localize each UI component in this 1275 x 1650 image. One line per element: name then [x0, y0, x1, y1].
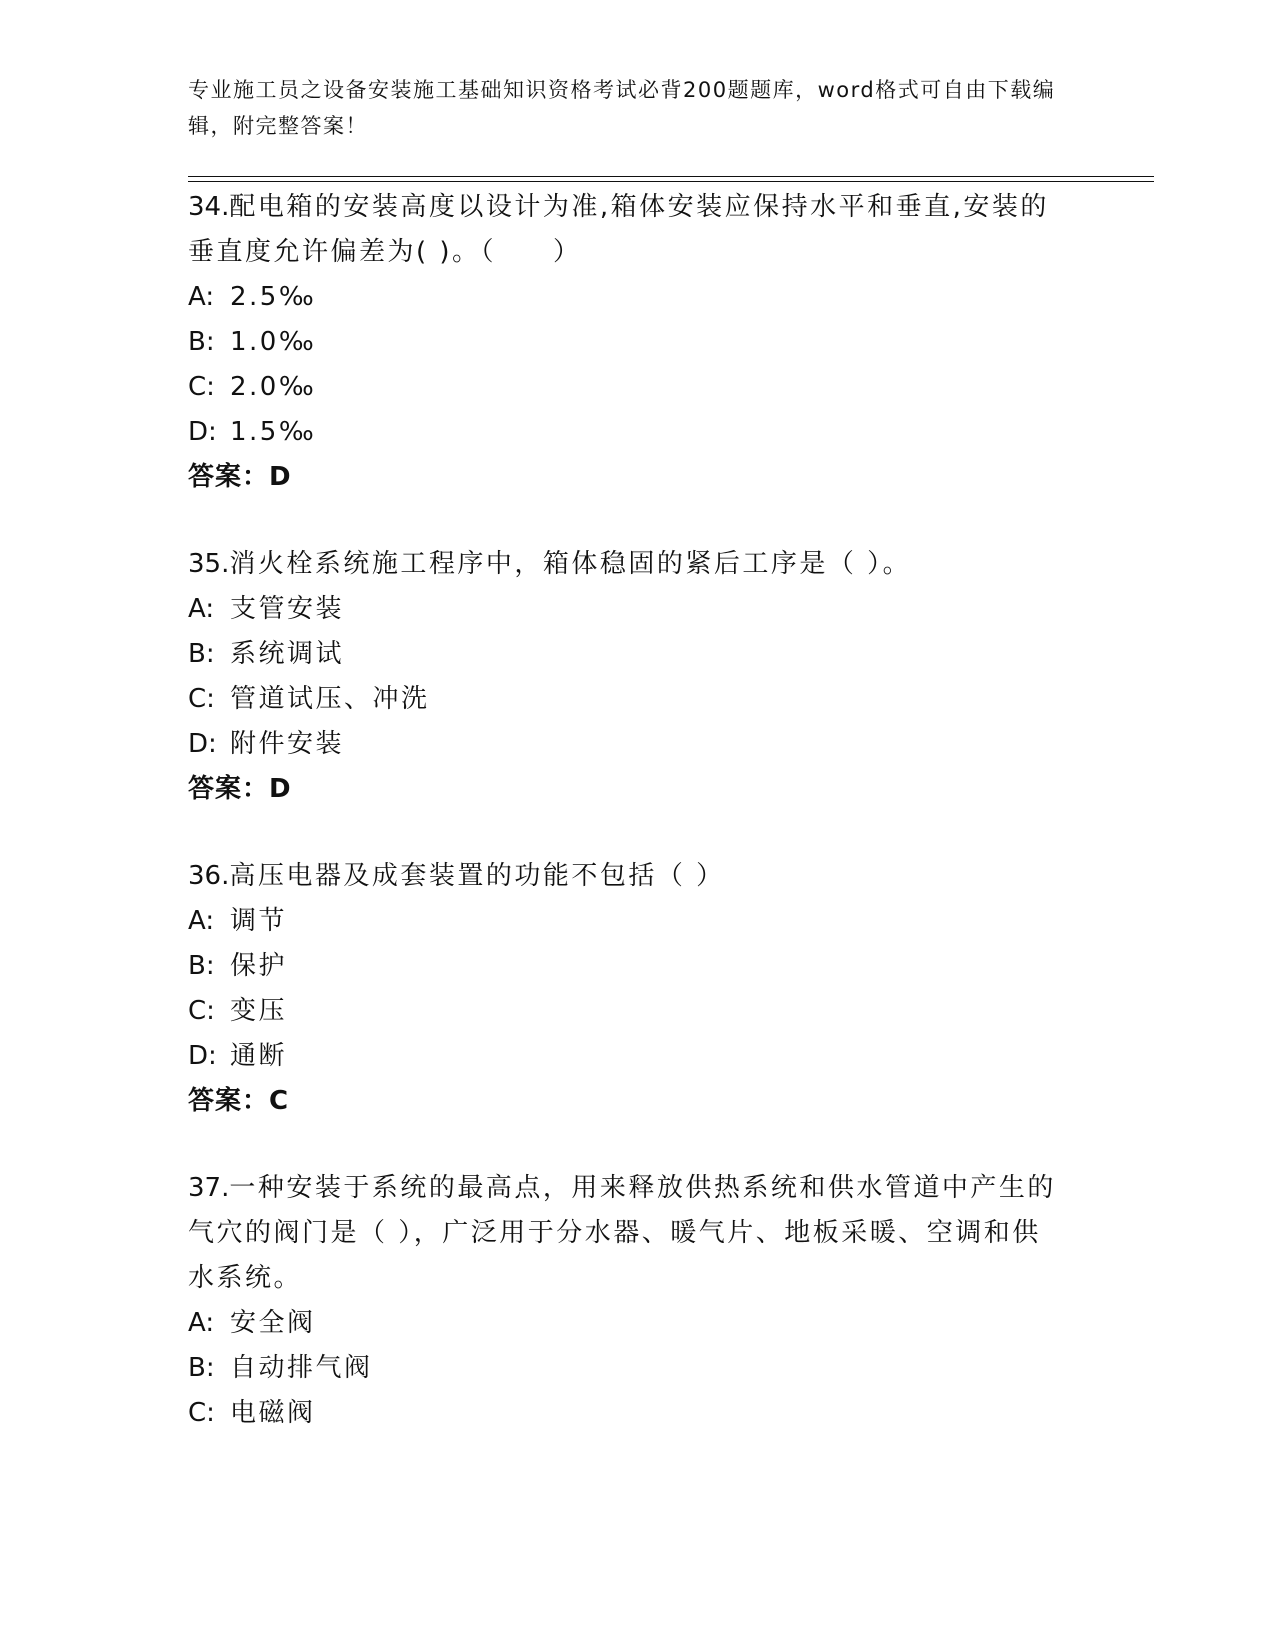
option-a: [188, 1301, 1068, 1346]
question-number: 36.: [188, 861, 230, 891]
option-a: [188, 899, 1068, 944]
answer-line: 答案：C: [188, 1086, 290, 1116]
option-text: 通断: [230, 1041, 288, 1071]
option-letter: A:: [188, 1308, 215, 1338]
option-text: 安全阀: [230, 1308, 316, 1338]
option-d: [188, 1034, 1068, 1079]
option-letter: A:: [188, 594, 215, 624]
question-36: [188, 854, 1068, 1124]
question-number: 35.: [188, 549, 230, 579]
header-divider-bottom: [188, 181, 1154, 182]
option-text: 支管安装: [230, 594, 345, 624]
option-letter: B:: [188, 327, 215, 357]
option-text: 1.5‰: [230, 417, 317, 447]
question-text: 一种安装于系统的最高点，用来释放供热系统和供水管道中产生的气穴的阀门是（ ），广泛用于分水器、暖气片、地板采暖、空调和供水系统。: [188, 1173, 1056, 1293]
option-text: 保护: [230, 951, 288, 981]
option-text: 2.5‰: [230, 282, 317, 312]
option-c: [188, 1391, 1068, 1436]
question-number: 37.: [188, 1173, 230, 1203]
answer-line: 答案：D: [188, 462, 292, 492]
option-b: [188, 944, 1068, 989]
question-stem: [188, 542, 1068, 587]
option-text: 调节: [230, 906, 288, 936]
option-text: 自动排气阀: [230, 1353, 373, 1383]
option-letter: D:: [188, 1041, 217, 1071]
option-a: [188, 275, 1068, 320]
option-a: [188, 587, 1068, 632]
option-text: 附件安装: [230, 729, 345, 759]
option-d: [188, 410, 1068, 455]
option-letter: C:: [188, 1398, 215, 1428]
option-c: [188, 365, 1068, 410]
option-c: [188, 989, 1068, 1034]
option-text: 管道试压、冲洗: [230, 684, 430, 714]
option-letter: A:: [188, 906, 215, 936]
question-35: [188, 542, 1068, 812]
option-b: [188, 320, 1068, 365]
option-text: 2.0‰: [230, 372, 317, 402]
question-text: 配电箱的安装高度以设计为准,箱体安装应保持水平和垂直,安装的垂直度允许偏差为( )。（ ）: [188, 192, 1049, 267]
answer-line: 答案：D: [188, 774, 292, 804]
question-34: [188, 185, 1068, 500]
option-d: [188, 722, 1068, 767]
question-list: [188, 185, 1068, 1478]
option-letter: B:: [188, 951, 215, 981]
question-stem: [188, 1166, 1068, 1301]
option-text: 1.0‰: [230, 327, 317, 357]
document-header: [188, 72, 1068, 144]
header-divider-top: [188, 176, 1154, 177]
option-letter: B:: [188, 1353, 215, 1383]
option-text: 电磁阀: [230, 1398, 316, 1428]
question-number: 34.: [188, 192, 230, 222]
option-letter: A:: [188, 282, 215, 312]
option-letter: D:: [188, 729, 217, 759]
option-letter: C:: [188, 372, 215, 402]
option-letter: C:: [188, 684, 215, 714]
question-37: [188, 1166, 1068, 1436]
question-text: 消火栓系统施工程序中，箱体稳固的紧后工序是（ ）。: [229, 549, 912, 579]
option-c: [188, 677, 1068, 722]
option-b: [188, 632, 1068, 677]
option-text: 系统调试: [230, 639, 345, 669]
option-text: 变压: [230, 996, 288, 1026]
header-text: 专业施工员之设备安装施工基础知识资格考试必背200题题库，word格式可自由下载编辑，附完整答案！: [188, 78, 1056, 138]
option-letter: B:: [188, 639, 215, 669]
question-stem: [188, 854, 1068, 899]
option-letter: D:: [188, 417, 217, 447]
option-b: [188, 1346, 1068, 1391]
question-stem: [188, 185, 1068, 275]
option-letter: C:: [188, 996, 215, 1026]
question-text: 高压电器及成套装置的功能不包括（ ）: [229, 861, 725, 891]
